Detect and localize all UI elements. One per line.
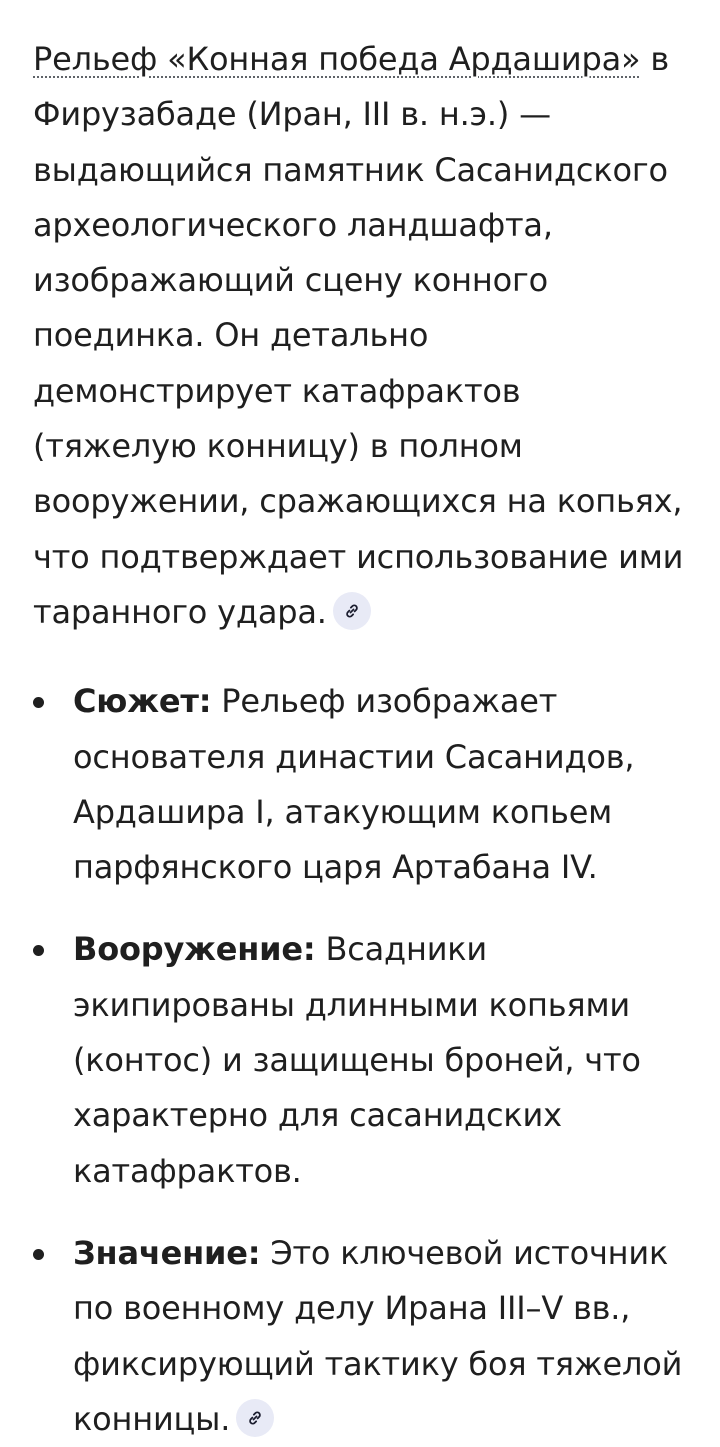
list-item-plot [33, 674, 690, 895]
relief-link[interactable]: Рельеф «Конная победа Ардашира» [33, 40, 641, 78]
term-label: Значение: [73, 1233, 261, 1272]
term-text: Это ключевой источник по военному делу Ирана III–V вв., фиксирующий тактику боя тяжелой конницы. [73, 1233, 683, 1438]
intro-text: в Фирузабаде (Иран, III в. н.э.) — выдающийся памятник Сасанидского археологического ландшафта, изображающий сцену конного поединка. Он детально демонстрирует катафрактов (тяжелую конницу) в полном вооружении, сражающихся на копьях, что подтверждает использование ими таранного удара. [33, 40, 684, 631]
citation-chip[interactable] [236, 1399, 274, 1437]
bullet-dot [33, 945, 44, 956]
list-item-weapons [33, 922, 690, 1198]
bullet-dot [33, 1249, 44, 1260]
intro-paragraph [33, 32, 690, 640]
link-icon [343, 602, 361, 620]
citation-chip[interactable] [333, 592, 371, 630]
link-icon [246, 1409, 264, 1427]
term-label: Вооружение: [73, 930, 316, 969]
key-points-list [33, 674, 690, 1447]
bullet-dot [33, 697, 44, 708]
term-text: Всадники экипированы длинными копьями (контос) и защищены броней, что характерно для сасанидских катафрактов. [73, 930, 641, 1190]
list-item-significance [33, 1226, 690, 1447]
term-label: Сюжет: [73, 682, 212, 721]
term-text: Рельеф изображает основателя династии Сасанидов, Ардашира I, атакующим копьем парфянского царя Артабана IV. [73, 682, 635, 887]
